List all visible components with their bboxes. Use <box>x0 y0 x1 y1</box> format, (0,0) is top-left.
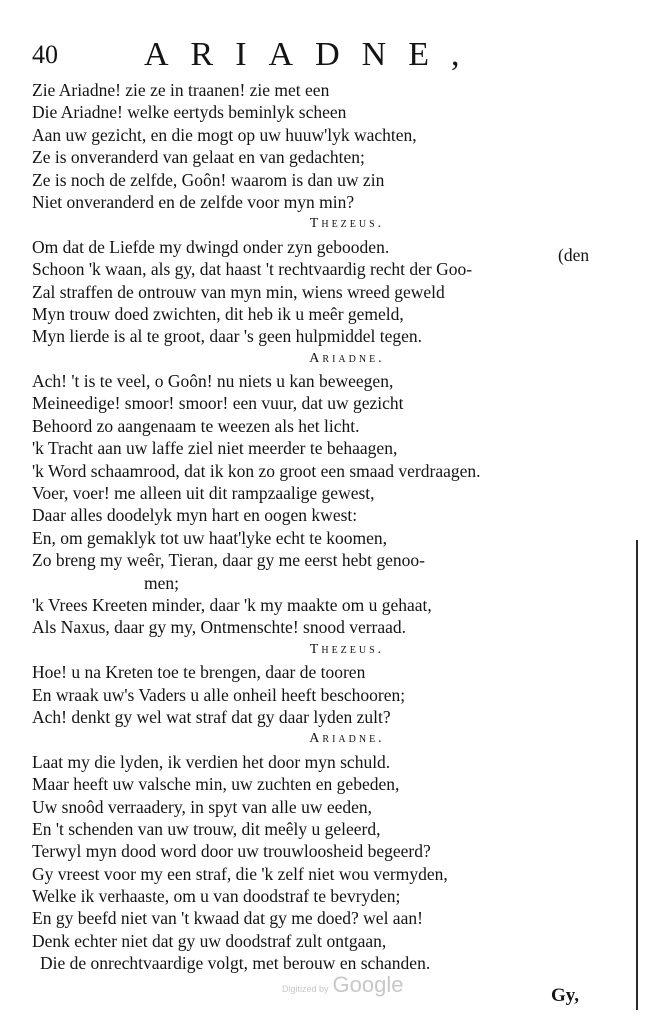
watermark-prefix: Digitized by <box>282 984 329 994</box>
page-header <box>32 34 632 74</box>
speaker-heading: Thezeus. <box>309 216 385 232</box>
verse-line: Schoon 'k waan, als gy, dat haast 't rechtvaardig recht der Goo- <box>32 259 473 280</box>
running-head: ARIADNE, <box>144 36 482 73</box>
verse-line: Zo breng my weêr, Tieran, daar gy me eerst hebt genoo- <box>32 550 425 571</box>
verse-text <box>32 79 632 975</box>
verse-line: Niet onveranderd en de zelfde voor myn min? <box>32 191 355 212</box>
verse-line: Als Naxus, daar gy my, Ontmenschte! snood verraad. <box>32 617 407 638</box>
verse-line: Maar heeft uw valsche min, uw zuchten en gebeden, <box>32 774 400 795</box>
page-number: 40 <box>32 40 58 69</box>
watermark <box>282 972 403 998</box>
verse-line: Ach! denkt gy wel wat straf dat gy daar lyden zult? <box>32 706 391 727</box>
verse-line: En 't schenden van uw trouw, dit meêly u geleerd, <box>32 818 381 839</box>
verse-line: Meineedige! smoor! smoor! een vuur, dat uw gezicht <box>32 393 404 414</box>
verse-line: Voer, voer! me alleen uit dit rampzaalige gewest, <box>32 483 375 504</box>
page-edge-shadow <box>636 540 638 1010</box>
verse-line: 'k Vrees Kreeten minder, daar 'k my maakte om u gehaat, <box>32 594 432 615</box>
verse-line: Welke ik verhaaste, om u van doodstraf te bevryden; <box>32 886 401 907</box>
verse-line: Ach! 't is te veel, o Goôn! nu niets u kan beweegen, <box>32 371 394 392</box>
verse-line: Behoord zo aangenaam te weezen als het licht. <box>32 415 360 436</box>
verse-line: 'k Word schaamrood, dat ik kon zo groot een smaad verdraagen. <box>32 460 481 481</box>
verse-line: En, om gemaklyk tot uw haat'lyke echt te koomen, <box>32 527 388 548</box>
verse-line: Hoe! u na Kreten toe te brengen, daar de tooren <box>32 662 366 683</box>
verse-line-continuation: men; <box>144 572 179 593</box>
verse-line: Zie Ariadne! zie ze in traanen! zie met een <box>32 80 330 100</box>
verse-line: Zal straffen de ontrouw van myn min, wiens wreed geweld <box>32 281 445 302</box>
verse-line: Gy vreest voor my een straf, die 'k zelf niet wou vermyden, <box>32 863 448 884</box>
speaker-heading: Ariadne. <box>309 731 385 747</box>
verse-line: Myn trouw doed zwichten, dit heb ik u meêr gemeld, <box>32 303 404 324</box>
verse-line: 'k Tracht aan uw laffe ziel niet meerder te behaagen, <box>32 438 398 459</box>
verse-line: Daar alles doodelyk myn hart en oogen kwest: <box>32 505 358 526</box>
verse-line: Uw snoôd verraadery, in spyt van alle uw eeden, <box>32 796 373 817</box>
speaker-heading: Ariadne. <box>309 350 385 366</box>
verse-line: Terwyl myn dood word door uw trouwloosheid begeerd? <box>32 841 431 862</box>
verse-line: En wraak uw's Vaders u alle onheil heeft beschooren; <box>32 684 406 705</box>
hanging-fragment: (den <box>558 245 590 265</box>
watermark-brand: Google <box>332 972 404 997</box>
verse-line: Ze is noch de zelfde, Goôn! waarom is dan uw zin <box>32 169 385 190</box>
verse-line: Myn lierde is al te groot, daar 's geen hulpmiddel tegen. <box>32 326 422 347</box>
verse-line: Aan uw gezicht, en die mogt op uw huuw'lyk wachten, <box>32 124 417 145</box>
verse-line: Ze is onveranderd van gelaat en van gedachten; <box>32 147 365 168</box>
verse-line: Die Ariadne! welke eertyds beminlyk scheen <box>32 102 347 123</box>
verse-line: Laat my die lyden, ik verdien het door myn schuld. <box>32 751 391 772</box>
verse-line: En gy beefd niet van 't kwaad dat gy me doed? wel aan! <box>32 908 423 929</box>
speaker-heading: Thezeus. <box>309 641 385 657</box>
verse-line: Die de onrechtvaardige volgt, met berouw en schanden. <box>40 953 431 974</box>
verse-line: Denk echter niet dat gy uw doodstraf zult ontgaan, <box>32 930 387 951</box>
catchword: Gy, <box>551 985 579 1006</box>
verse-line: Om dat de Liefde my dwingd onder zyn gebooden. <box>32 236 390 257</box>
